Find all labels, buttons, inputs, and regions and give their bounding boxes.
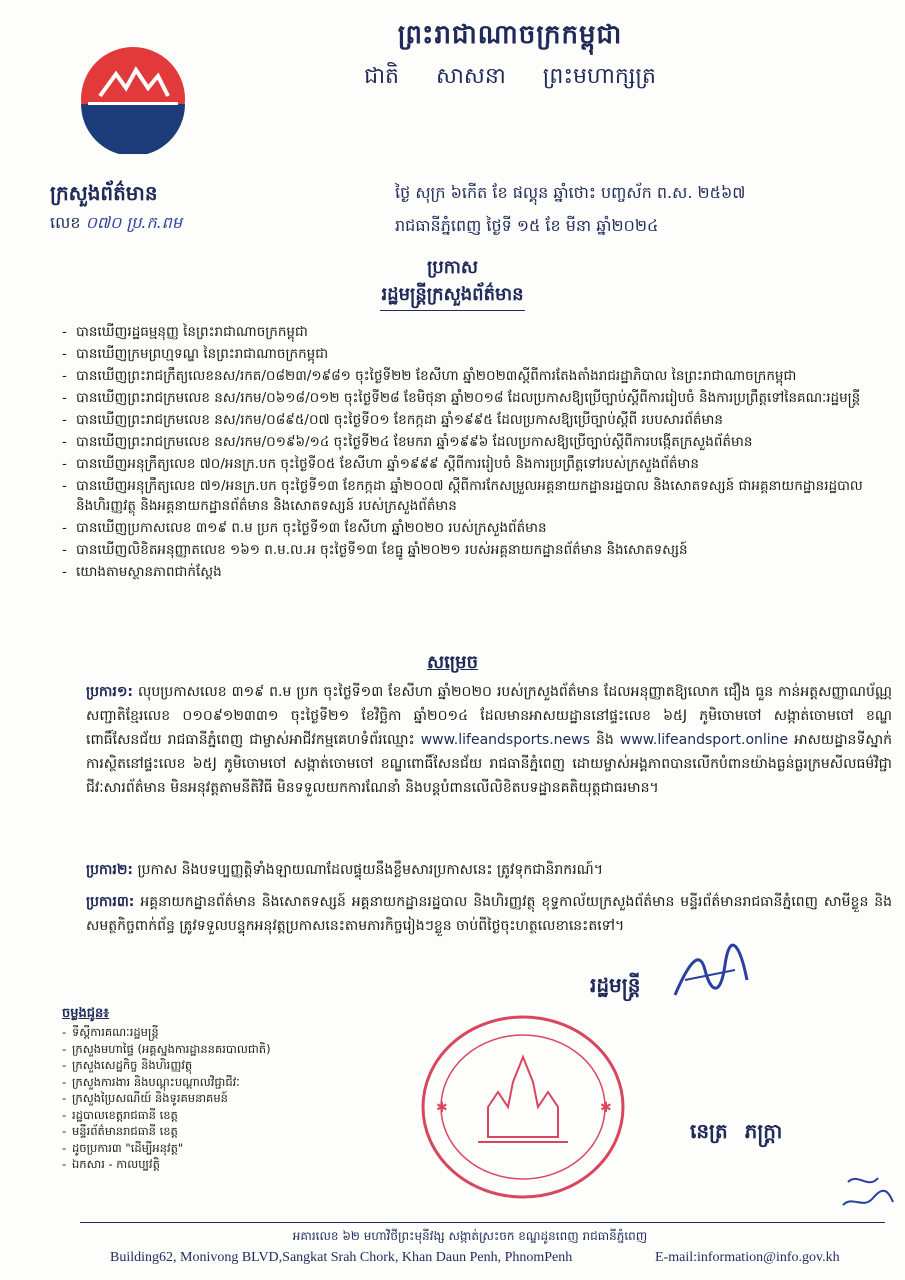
article-text: លុបប្រកាសលេខ ៣១៩ ព.ម ប្រក ចុះថ្ងៃទី១៣ ខែសីហា ឆ្នាំ២០២០ របស់ក្រសួងព័ត៌មាន ដែលអនុញ្ញាតឱ្យលោក ជឿង ធួន កាន់អត្តសញ្ញាណប័ណ្ណសញ្ជាតិខ្មែរលេខ ០១០៩១២៣៣១ ចុះថ្ងៃទី២១ ខែវិច្ឆិកា ឆ្នាំ២០១៤ ដែលមានអាសយដ្ឋាននៅផ្ទះលេខ ៦៥J ភូមិចោមចៅ សង្កាត់ចោមចៅ ខណ្ឌពោធិ៍សែនជ័យ រាជធានីភ្នំពេញ ជាម្ចាស់អាជីវកម្មគេហទំព័រឈ្មោះ bbox=[86, 684, 892, 748]
issuer-title: រដ្ឋមន្ត្រីក្រសួងព័ត៌មាន bbox=[381, 284, 524, 305]
ministry-name: ក្រសួងព័ត៌មាន bbox=[50, 181, 158, 205]
ministry-logo-icon bbox=[78, 44, 188, 154]
link-joiner: និង bbox=[595, 732, 614, 748]
footer-address-english: Building62, Monivong BLVD,Sangkat Srah Chork, Khan Daun Penh, PhnomPenh bbox=[110, 1250, 573, 1265]
cc-item: - ក្រសួងមហាផ្ទៃ (អគ្គស្នងការដ្ឋាននគរបាលជាតិ) bbox=[62, 1041, 382, 1058]
article-text-continued: អាសយដ្ឋានទីស្នាក់ការស្ថិតនៅផ្ទះលេខ ៦៥J ភូមិចោមចៅ សង្កាត់ចោមចៅ ខណ្ឌពោធិ៍សែនជ័យ រាជធានីភ្នំពេញ ដោយម្ចាស់អង្គភាពបានលើកបំពានយ៉ាងធ្ងន់ធ្ងរក្រមសីលធម៌វិជ្ជាជីវៈសារព័ត៌មាន មិនអនុវត្តតាមនីតិវិធី មិនទទួលយកការណែនាំ និងបន្តបំពានលើលិខិតបទដ្ឋានគតិយុត្តជាធរមាន។ bbox=[86, 732, 892, 796]
footer-address-khmer: អគារលេខ ៦២ មហាវិថីព្រះមុនីវង្ស សង្កាត់ស្រះចក ខណ្ឌដូនពេញ រាជធានីភ្នំពេញ bbox=[292, 1229, 648, 1243]
visa-item: - បានឃើញអនុក្រឹត្យលេខ ៧១/អនក្រ.បក ចុះថ្ងៃទី១៣ ខែកក្កដា ឆ្នាំ២០០៧ ស្តីពីការកែសម្រួលអគ្គនាយកដ្ឋានរដ្ឋបាល និងសោតទស្សន៍ ជាអគ្គនាយកដ្ឋានរដ្ឋបាល និងហិរញ្ញវត្ថុ និងអគ្គនាយកដ្ឋានព័ត៌មាន និងសោតទស្សន៍ របស់ក្រសួងព័ត៌មាន bbox=[62, 476, 892, 516]
cc-item: - ក្រសួងសេដ្ឋកិច្ច និងហិរញ្ញវត្ថុ bbox=[62, 1057, 382, 1074]
national-motto: ជាតិ សាសនា ព្រះមហាក្សត្រ bbox=[364, 64, 656, 89]
visa-item: - បានឃើញព្រះរាជក្រមលេខ នស/រកម/០១៩៦/១៤ ចុះថ្ងៃទី២៤ ខែមករា ឆ្នាំ១៩៩៦ ដែលប្រកាសឱ្យប្រើច្បាប់ស្តីពីការបង្កើតក្រសួងព័ត៌មាន bbox=[62, 432, 892, 452]
website-link-2[interactable]: www.lifeandsport.online bbox=[619, 732, 789, 748]
signer-title: រដ្ឋមន្ត្រី bbox=[590, 973, 641, 997]
lunar-date: ថ្ងៃ សុក្រ ៦កើត ខែ ផល្គុន ឆ្នាំថោះ បញ្ចស័ក ព.ស. ២៥៦៧ bbox=[395, 183, 746, 202]
cc-item: - ដូចប្រការ៣ "ដើម្បីអនុវត្ត" bbox=[62, 1140, 382, 1157]
title-divider bbox=[380, 310, 525, 311]
visa-item: - បានឃើញប្រកាសលេខ ៣១៩ ព.ម ប្រក ចុះថ្ងៃទី១៣ ខែសីហា ឆ្នាំ២០២០ របស់ក្រសួងព័ត៌មាន bbox=[62, 518, 892, 538]
visa-item: - បានឃើញរដ្ឋធម្មនុញ្ញ នៃព្រះរាជាណាចក្រកម្ពុជា bbox=[62, 322, 892, 342]
solar-date: រាជធានីភ្នំពេញ ថ្ងៃទី ១៥ ខែ មីនា ឆ្នាំ២០២៤ bbox=[395, 216, 659, 235]
website-link-1[interactable]: www.lifeandsports.news bbox=[420, 732, 590, 748]
cc-item: - ក្រសួងប្រៃសណីយ៍ និងទូរគមនាគមន៍ bbox=[62, 1090, 382, 1107]
decision-heading: សម្រេច bbox=[426, 652, 479, 673]
article-3 bbox=[86, 890, 892, 938]
visa-item: - បានឃើញព្រះរាជក្រមលេខ នស/រកម/០៨៩៥/០៧ ចុះថ្ងៃទី០១ ខែកក្កដា ឆ្នាំ១៩៩៥ ដែលប្រកាសឱ្យប្រើច្បាប់ស្តីពី របបសារព័ត៌មាន bbox=[62, 410, 892, 430]
footer-divider bbox=[80, 1222, 885, 1223]
svg-text:✱: ✱ bbox=[600, 1100, 612, 1116]
cc-item: - ក្រសួងការងារ និងបណ្តុះបណ្តាលវិជ្ជាជីវៈ bbox=[62, 1074, 382, 1091]
cc-heading: ចម្លងជូន៖ bbox=[62, 1006, 109, 1021]
svg-text:✱: ✱ bbox=[436, 1100, 448, 1116]
visa-item: - បានឃើញព្រះរាជក្រមលេខ នស/រកម/០៦១៨/០១២ ចុះថ្ងៃទី២៨ ខែមិថុនា ឆ្នាំ២០១៨ ដែលប្រកាសឱ្យប្រើច្បាប់ស្តីពីការរៀបចំ និងការប្រព្រឹត្តទៅនៃគណៈរដ្ឋមន្ត្រី bbox=[62, 388, 892, 408]
signature-icon bbox=[665, 940, 755, 1010]
visa-item: - បានឃើញព្រះរាជក្រឹត្យលេខនស/រកត/០៨២៣/១៩៨១ ចុះថ្ងៃទី២២ ខែសីហា ឆ្នាំ២០២៣ស្តីពីការតែងតាំងរាជរដ្ឋាភិបាល នៃព្រះរាជាណាចក្រកម្ពុជា bbox=[62, 366, 892, 386]
reference-number bbox=[50, 212, 270, 236]
visa-item: - យោងតាមស្ថានភាពជាក់ស្តែង bbox=[62, 562, 892, 582]
article-label: ប្រការ១: bbox=[86, 684, 134, 700]
visa-list bbox=[62, 322, 892, 584]
article-label: ប្រការ២: bbox=[86, 862, 134, 878]
article-2 bbox=[86, 858, 892, 882]
kingdom-title: ព្រះរាជាណាចក្រកម្ពុជា bbox=[397, 20, 623, 50]
signer-name: នេត្រ ភក្ត្រា bbox=[690, 1119, 783, 1143]
visa-item: - បានឃើញអនុក្រឹត្យលេខ ៧០/អនក្រ.បក ចុះថ្ងៃទី០៥ ខែសីហា ឆ្នាំ១៩៩៩ ស្តីពីការរៀបចំ និងការប្រព្រឹត្តទៅរបស់ក្រសួងព័ត៌មាន bbox=[62, 454, 892, 474]
cc-item: - ទីស្តីការគណៈរដ្ឋមន្ត្រី bbox=[62, 1024, 382, 1041]
article-label: ប្រការ៣: bbox=[86, 894, 135, 910]
footer-email[interactable]: E-mail:information@info.gov.kh bbox=[655, 1250, 840, 1265]
cc-list bbox=[62, 1024, 382, 1173]
article-text: អគ្គនាយកដ្ឋានព័ត៌មាន និងសោតទស្សន៍ អគ្គនាយកដ្ឋានរដ្ឋបាល និងហិរញ្ញវត្ថុ ខុទ្ទកាល័យក្រសួងព័ត៌មាន មន្ទីរព័ត៌មានរាជធានីភ្នំពេញ សាមីខ្លួន និងសមត្ថកិច្ចពាក់ព័ន្ធ ត្រូវទទួលបន្ទុកអនុវត្តប្រកាសនេះតាមភារកិច្ចរៀងៗខ្លួន ចាប់ពីថ្ងៃចុះហត្ថលេខានេះតទៅ។ bbox=[86, 894, 892, 934]
reference-value: ០៧០ ប្រ.ក.ពម bbox=[85, 213, 182, 232]
visa-item: - បានឃើញលិខិតអនុញ្ញាតលេខ ១៦១ ព.ម.ល.អ ចុះថ្ងៃទី១៣ ខែធ្នូ ឆ្នាំ២០២១ របស់អគ្គនាយកដ្ឋានព័ត៌មាន និងសោតទស្សន៍ bbox=[62, 540, 892, 560]
official-seal-icon bbox=[418, 1012, 628, 1202]
initials-icon bbox=[838, 1170, 898, 1215]
article-text: ប្រកាស និងបទប្បញ្ញត្តិទាំងឡាយណាដែលផ្ទុយនឹងខ្លឹមសារប្រកាសនេះ ត្រូវទុកជានិរាករណ៍។ bbox=[137, 862, 603, 878]
document-type-title: ប្រកាស bbox=[426, 257, 479, 278]
cc-item: - មន្ទីរព័ត៌មានរាជធានី ខេត្ត bbox=[62, 1123, 382, 1140]
cc-item: - ឯកសារ - កាលប្បវត្តិ bbox=[62, 1156, 382, 1173]
reference-label: លេខ bbox=[50, 213, 81, 232]
visa-item: - បានឃើញក្រមព្រហ្មទណ្ឌ នៃព្រះរាជាណាចក្រកម្ពុជា bbox=[62, 344, 892, 364]
article-1 bbox=[86, 680, 892, 800]
cc-item: - រដ្ឋបាលខេត្តរាជធានី ខេត្ត bbox=[62, 1107, 382, 1124]
